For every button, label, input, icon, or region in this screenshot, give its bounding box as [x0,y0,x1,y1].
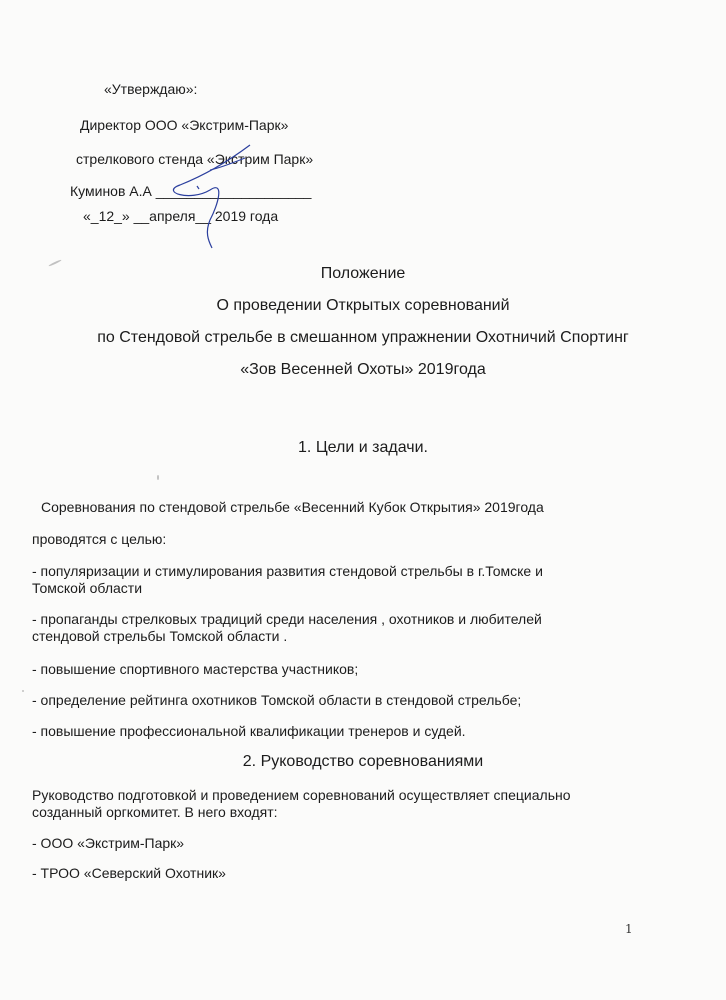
section2-para-1: Руководство подготовкой и проведением соревнований осуществляет специально [32,787,571,803]
doc-subtitle-1: О проведении Открытых соревнований [216,297,510,314]
goal-item-cont: Томской области [32,580,143,596]
approval-label: «Утверждаю»: [104,81,198,97]
goal-item-cont: стендовой стрельбы Томской области . [32,628,288,644]
section2-heading: 2. Руководство соревнованиями [242,753,484,770]
section1-intro-1: Соревнования по стендовой стрельбе «Весенний Кубок Открытия» 2019года [41,499,544,515]
goal-item: - определение рейтинга охотников Томской области в стендовой стрельбе; [32,692,522,708]
approval-name: Куминов А.А ____________________ [70,183,312,199]
approval-org: стрелкового стенда «Экстрим Парк» [76,151,314,167]
doc-subtitle-3: «Зов Весенней Охоты» 2019года [240,361,486,378]
section2-para-2: созданный оргкомитет. В него входят: [32,804,278,820]
section1-intro-2: проводятся с целью: [32,531,167,547]
scan-speck [22,690,24,692]
section1-heading: 1. Цели и задачи. [298,439,428,456]
scan-speck [157,475,159,480]
doc-subtitle-2: по Стендовой стрельбе в смешанном упражнении Охотничий Спортинг [97,329,629,346]
committee-item: - ТРОО «Северский Охотник» [32,865,226,881]
goal-item: - повышение спортивного мастерства участников; [32,661,359,677]
page-number: 1 [625,922,633,936]
goal-item: - повышение профессиональной квалификации тренеров и судей. [32,723,466,739]
goal-item: - популяризации и стимулирования развития стендовой стрельбы в г.Томске и [32,563,543,579]
goal-item: - пропаганды стрелковых традиций среди населения , охотников и любителей [32,611,542,627]
doc-title: Положение [320,265,406,282]
approval-position: Директор ООО «Экстрим-Парк» [80,117,289,133]
committee-item: - ООО «Экстрим-Парк» [32,835,185,851]
approval-date: «_12_» __апреля__ 2019 года [83,208,279,224]
